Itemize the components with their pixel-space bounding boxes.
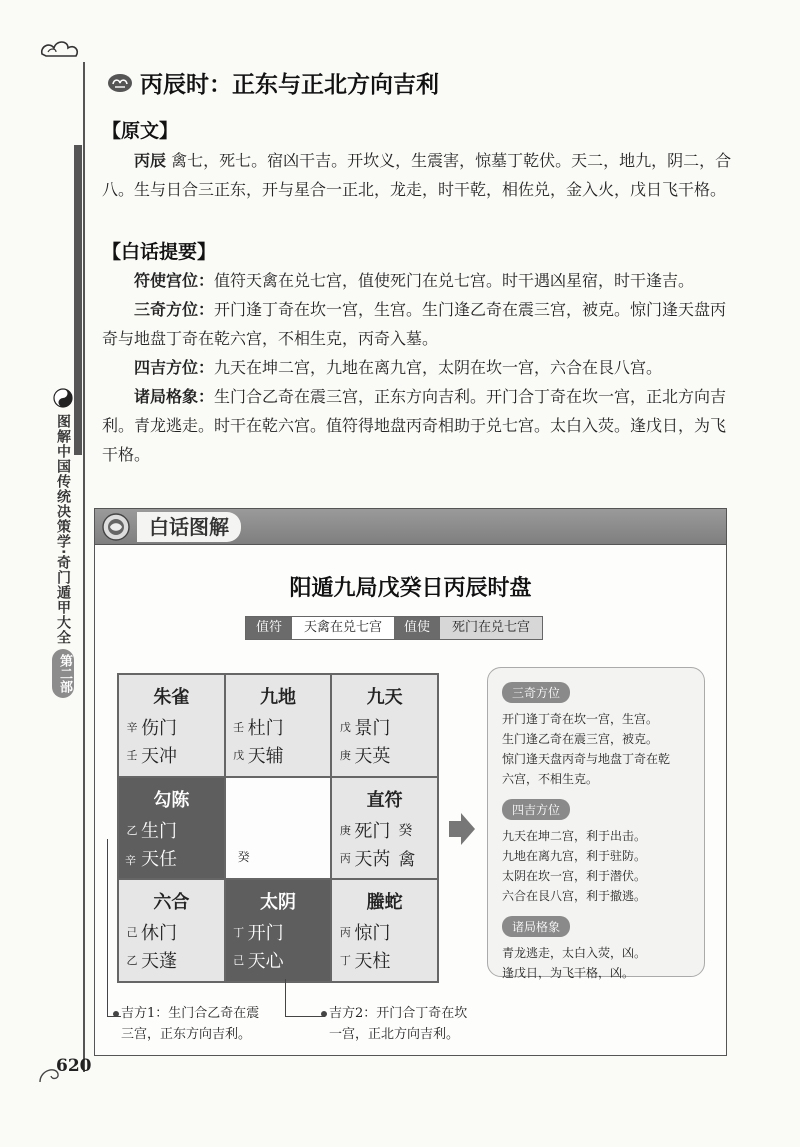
palace-cell: [118, 777, 225, 880]
side-title-text: 图解中国传统决策学·奇门遁甲大全: [55, 414, 71, 646]
star-label: 天辅: [247, 746, 284, 767]
part-badge: 第二部: [52, 649, 74, 698]
palace-cell: [331, 879, 438, 982]
zhifu-label: 值符: [246, 617, 292, 639]
stem-label: 癸: [237, 849, 250, 864]
baihua-item: [102, 382, 738, 469]
bullet-dot-icon: [321, 1011, 327, 1017]
note-line: 一宫，正北方向吉利。: [329, 1027, 460, 1042]
star-label: 禽: [398, 850, 416, 871]
ji-note-2: [321, 1003, 467, 1045]
chart-title: 阳遁九局戊癸日丙辰时盘: [289, 576, 532, 601]
bullet-dot-icon: [113, 1011, 119, 1017]
info-line: 惊门逢天盘丙奇与地盘丁奇在乾: [502, 752, 671, 766]
yuanwen-paragraph: [102, 146, 738, 204]
deity-label: 六合: [153, 892, 190, 914]
info-line: 太阴在坎一宫，利于潜伏。: [502, 869, 647, 883]
yuanwen-text: 禽七，死七。宿凶干吉。开坎义，生震害，惊墓丁乾伏。天二，地九，阴二，合八。生与日合三正东，开与星合一正北，龙走，时干乾，相佐兑，金入火，戊日飞干格。: [102, 151, 732, 199]
baihua-label: 【白话提要】: [102, 241, 217, 263]
star-label: 天芮: [354, 848, 391, 870]
info-line: 九天在坤二宫，利于出击。: [502, 829, 647, 843]
arrow-right-icon: [449, 811, 475, 847]
deity-label: 朱雀: [153, 687, 190, 708]
page-number: 620: [56, 1056, 92, 1076]
stem-label: 戊: [233, 749, 245, 762]
baihua-text: 开门逢丁奇在坎一宫，生宫。生门逢乙奇在震三宫，被克。惊门逢天盘丙奇与地盘丁奇在乾六宫，不相生克，丙奇入墓。: [102, 300, 727, 348]
baihua-term: 符使宫位：: [134, 271, 215, 290]
stem-label: 辛: [126, 721, 138, 734]
cloud-bullet-icon: [106, 72, 134, 94]
connector-line: [107, 839, 121, 1017]
info-line: 逢戊日，为飞干格，凶。: [502, 966, 635, 980]
stem-label: 己: [233, 954, 245, 968]
deity-label: 九天: [366, 687, 403, 708]
info-line: 生门逢乙奇在震三宫，被克。: [502, 732, 659, 746]
star-label: 天冲: [141, 746, 177, 767]
stem-label: 庚: [339, 749, 351, 762]
baihua-text: 生门合乙奇在震三宫，正东方向吉利。开门合丁奇在坎一宫，正北方向吉利。青龙逃走。时干在乾六宫。值符得地盘丙奇相助于兑七宫。太白入荧。逢戊日，为飞干格。: [102, 387, 727, 464]
stem-label: 丁: [233, 926, 245, 940]
stem-label: 辛: [125, 854, 136, 868]
stem-label: 壬: [126, 749, 138, 762]
ji-note-1: [113, 1003, 259, 1045]
yin-yang-icon: [53, 388, 73, 408]
stem-label: 己: [126, 926, 138, 940]
gate-label: 景门: [354, 718, 391, 739]
deity-label: 勾陈: [153, 789, 190, 811]
palace-cell: [331, 777, 438, 880]
stem-label: 乙: [126, 823, 138, 837]
qimen-grid: [117, 673, 439, 983]
baihua-item: [102, 353, 738, 382]
baihua-item: [102, 266, 738, 295]
info-line: 九地在离九宫，利于驻防。: [502, 849, 647, 863]
baihua-text: 值符天禽在兑七宫，值使死门在兑七宫。时干遇凶星宿，时干逢吉。: [214, 271, 695, 290]
stem-label: 庚: [339, 823, 351, 837]
info-line: 六宫，不相生克。: [502, 772, 599, 786]
geju-tag: 诸局格象: [502, 916, 570, 937]
note-line: 吉方2：开门合丁奇在坎: [329, 1006, 468, 1021]
stem-label: 乙: [126, 954, 138, 968]
palace-cell: [118, 879, 225, 982]
gate-label: 休门: [141, 923, 177, 945]
stem-label: 丁: [339, 954, 351, 968]
info-line: 开门逢丁奇在坎一宫，生宫。: [502, 712, 659, 726]
baihua-text: 九天在坤二宫，九地在离九宫，太阴在坎一宫，六合在艮八宫。: [214, 358, 663, 377]
baihua-item: [102, 295, 738, 353]
illustration-panel: [94, 508, 727, 1056]
note-line: 吉方1：生门合乙奇在震: [121, 1006, 260, 1021]
gate-label: 开门: [247, 923, 284, 945]
side-book-title: [50, 388, 76, 698]
summary-box: [487, 667, 705, 980]
info-line: 青龙逃走，太白入荧，凶。: [502, 946, 647, 960]
info-line: 六合在艮八宫，利于撤逃。: [502, 889, 647, 903]
page-title: 丙辰时：正东与正北方向吉利: [140, 72, 439, 98]
panel-header-label: 白话图解: [137, 512, 241, 542]
gate-label: 杜门: [247, 718, 284, 739]
connector-line: [285, 979, 325, 1017]
yuanwen-label: 【原文】: [102, 120, 179, 142]
center-palace: [225, 777, 332, 880]
geju-block: [502, 914, 696, 983]
zhishi-label: 值使: [394, 617, 440, 639]
siji-tag: 四吉方位: [502, 799, 570, 820]
margin-rule: [83, 62, 85, 1072]
stem-label: 丙: [339, 851, 351, 865]
zhifu-zhishi-ribbon: [245, 616, 543, 640]
gate-label: 伤门: [141, 718, 177, 739]
stem-label: 丙: [339, 926, 351, 940]
baihua-term: 四吉方位：: [134, 358, 215, 377]
yuanwen-lead: 丙辰: [134, 151, 167, 170]
emblem-icon: [99, 511, 133, 543]
sanqi-tag: 三奇方位: [502, 682, 570, 703]
deity-label: 九地: [259, 687, 296, 708]
baihua-term: 三奇方位：: [134, 300, 215, 319]
siji-block: [502, 797, 696, 906]
gate-label: 生门: [141, 820, 177, 842]
gate-label: 惊门: [354, 923, 391, 945]
stem-label: 戊: [339, 721, 351, 734]
cloud-ornament-icon: [38, 36, 82, 62]
note-line: 三宫，正东方向吉利。: [121, 1027, 252, 1042]
palace-cell: [118, 674, 225, 777]
baihua-term: 诸局格象：: [134, 387, 215, 406]
section-heading: [106, 66, 439, 99]
star-label: 天蓬: [141, 951, 177, 973]
zhishi-value: 死门在兑七宫: [440, 617, 542, 639]
star-label: 天任: [141, 848, 177, 870]
deity-label: 直符: [366, 789, 403, 811]
star-label: 天柱: [354, 951, 391, 973]
stem-label: 癸: [398, 822, 413, 839]
stem-label: 壬: [233, 721, 245, 734]
deity-label: 太阴: [259, 892, 296, 914]
gate-label: 死门: [354, 820, 391, 842]
zhifu-value: 天禽在兑七宫: [292, 617, 394, 639]
palace-cell: [225, 879, 332, 982]
deity-label: 螣蛇: [366, 892, 403, 914]
sanqi-block: [502, 680, 696, 789]
palace-cell: [225, 674, 332, 777]
star-label: 天英: [354, 746, 391, 767]
palace-cell: [331, 674, 438, 777]
star-label: 天心: [247, 951, 284, 973]
panel-header: [95, 509, 726, 545]
